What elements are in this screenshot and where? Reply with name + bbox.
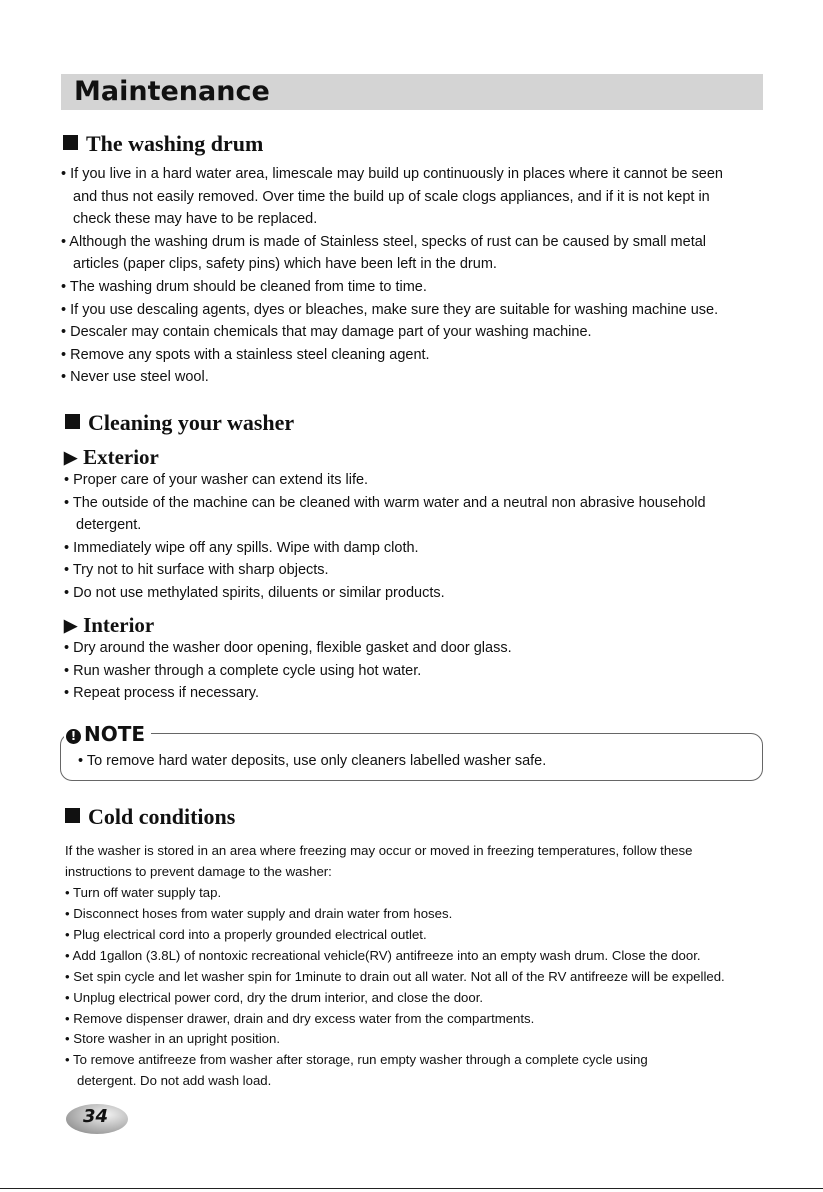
text-line: • To remove antifreeze from washer after storage, run empty washer through a complete cycle using — [65, 1052, 648, 1068]
subsection-title-text: Exterior — [83, 445, 159, 469]
text-line: • Set spin cycle and let washer spin for 1minute to drain out all water. Not all of the RV antifreeze will be expelled. — [65, 968, 725, 984]
text-line: check these may have to be replaced. — [73, 211, 318, 228]
page-number-badge — [66, 1104, 128, 1134]
text-line: • Never use steel wool. — [61, 369, 209, 386]
text-line: • The outside of the machine can be cleaned with warm water and a neutral non abrasive household — [64, 494, 706, 511]
note-label-text: NOTE — [84, 722, 146, 746]
text-line: • Run washer through a complete cycle using hot water. — [64, 662, 422, 679]
text-line: • Remove any spots with a stainless steel cleaning agent. — [61, 346, 430, 363]
subsection-title-exterior — [64, 445, 159, 470]
note-label — [64, 720, 151, 748]
text-line: detergent. — [76, 517, 142, 534]
section-title-text: Cold conditions — [88, 804, 236, 829]
subsection-title-text: Interior — [83, 613, 155, 637]
note-text: • To remove hard water deposits, use only cleaners labelled washer safe. — [78, 753, 547, 769]
section-title-washing-drum — [63, 131, 263, 157]
text-line: • Dry around the washer door opening, flexible gasket and door glass. — [64, 640, 512, 656]
page-title: Maintenance — [74, 76, 270, 107]
section-title-cold-conditions — [65, 804, 235, 830]
text-line: • Plug electrical cord into a properly grounded electrical outlet. — [65, 926, 427, 942]
washing-drum-paragraph — [61, 163, 723, 389]
text-line: • Proper care of your washer can extend its life. — [64, 472, 369, 488]
triangle-right-icon: ▶ — [64, 448, 78, 467]
section-title-cleaning — [65, 410, 294, 436]
text-line: • Descaler may contain chemicals that may damage part of your washing machine. — [61, 324, 592, 341]
text-line: • Disconnect hoses from water supply and drain water from hoses. — [65, 905, 453, 921]
cold-conditions-paragraph — [65, 841, 725, 1092]
text-line: articles (paper clips, safety pins) which have been left in the drum. — [73, 256, 497, 273]
interior-paragraph — [64, 637, 512, 705]
text-line: • If you live in a hard water area, limescale may build up continuously in places where it cannot be seen — [61, 166, 723, 182]
text-line: • Immediately wipe off any spills. Wipe with damp cloth. — [64, 539, 419, 556]
text-line: • If you use descaling agents, dyes or bleaches, make sure they are suitable for washing machine use. — [61, 301, 719, 318]
text-line: detergent. Do not add wash load. — [77, 1073, 272, 1089]
exterior-paragraph — [64, 469, 706, 605]
text-line: • Unplug electrical power cord, dry the drum interior, and close the door. — [65, 989, 484, 1005]
text-line: If the washer is stored in an area where freezing may occur or moved in freezing temperatures, follow these — [65, 843, 693, 858]
bottom-divider — [0, 1188, 823, 1189]
text-line: instructions to prevent damage to the washer: — [65, 863, 332, 879]
text-line: • Store washer in an upright position. — [65, 1031, 281, 1047]
section-title-text: The washing drum — [86, 131, 264, 156]
text-line: • Do not use methylated spirits, diluents or similar products. — [64, 584, 445, 601]
text-line: and thus not easily removed. Over time the build up of scale clogs appliances, and if it is not kept in — [73, 188, 710, 205]
text-line: • Remove dispenser drawer, drain and dry excess water from the compartments. — [65, 1010, 535, 1026]
triangle-right-icon: ▶ — [64, 616, 78, 635]
page-number: 34 — [83, 1106, 109, 1127]
square-bullet-icon — [65, 808, 80, 823]
text-line: • Try not to hit surface with sharp objects. — [64, 562, 329, 579]
text-line: • The washing drum should be cleaned from time to time. — [61, 278, 427, 295]
square-bullet-icon — [65, 414, 80, 429]
square-bullet-icon — [63, 135, 78, 150]
text-line: • Repeat process if necessary. — [64, 685, 260, 702]
text-line: • Add 1gallon (3.8L) of nontoxic recreational vehicle(RV) antifreeze into an empty wash drum. Close the door. — [65, 947, 701, 963]
exclamation-icon: ! — [66, 729, 81, 744]
text-line: • Turn off water supply tap. — [65, 884, 222, 900]
text-line: • Although the washing drum is made of Stainless steel, specks of rust can be caused by small metal — [61, 233, 707, 250]
subsection-title-interior — [64, 613, 154, 638]
section-title-text: Cleaning your washer — [88, 410, 295, 435]
